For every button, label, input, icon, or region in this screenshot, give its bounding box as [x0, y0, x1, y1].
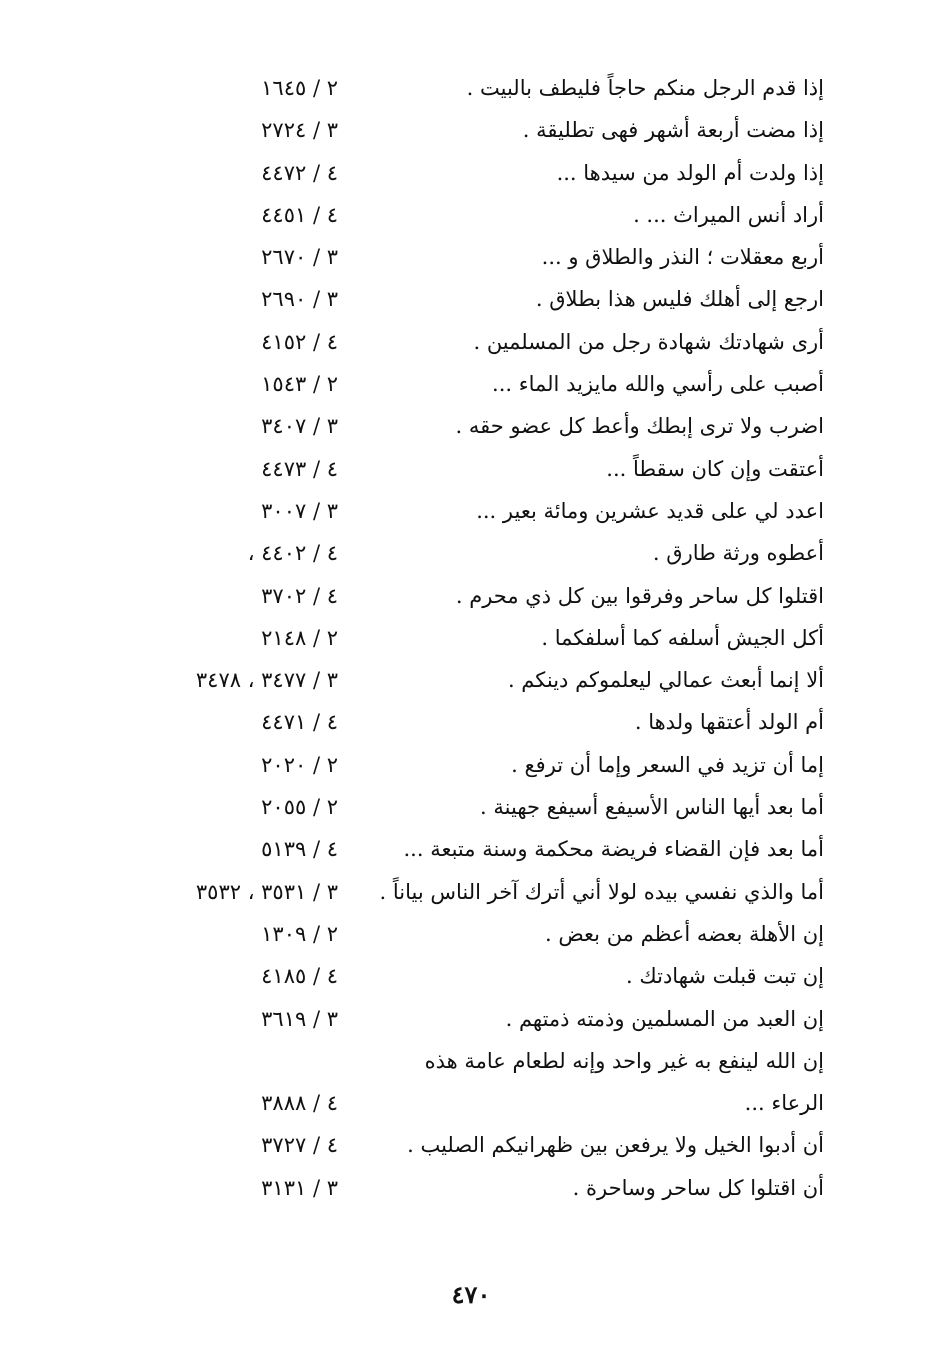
- index-entry: [0, 153, 942, 195]
- hadith-index-list: [0, 68, 942, 1210]
- page-number-value: ٤٧٠: [451, 1280, 491, 1309]
- entry-reference: ٤ / ٤٤٧١: [261, 710, 338, 735]
- entry-text: إن الأهلة بعضه أعظم من بعض .: [544, 921, 824, 946]
- entry-text: اعدد لي على قديد عشرين ومائة بعير ...: [476, 498, 824, 523]
- entry-reference: ٢ / ٢٠٥٥: [261, 795, 338, 820]
- index-entry: [0, 872, 942, 914]
- entry-text: إذا ولدت أم الولد من سيدها ...: [556, 160, 824, 185]
- entry-reference: ٤ / ٣٨٨٨: [261, 1091, 338, 1116]
- index-entry: [0, 999, 942, 1041]
- entry-reference: ٤ / ٥١٣٩: [261, 837, 338, 862]
- index-entry: [0, 1083, 942, 1125]
- entry-reference: ٣ / ٣٥٣١ ، ٣٥٣٢: [195, 879, 338, 904]
- entry-reference: ٤ / ٤٤٥١: [261, 202, 338, 227]
- entry-reference: ٤ / ٤٤٧٢: [261, 160, 338, 185]
- entry-reference: ٤ / ٤١٥٢: [261, 329, 338, 354]
- entry-text: إن العبد من المسلمين وذمته ذمتهم .: [505, 1006, 824, 1031]
- entry-text: أرى شهادتك شهادة رجل من المسلمين .: [473, 329, 824, 354]
- index-entry: [0, 914, 942, 956]
- entry-text: إن الله لينفع به غير واحد وإنه لطعام عامة هذه: [424, 1048, 824, 1073]
- index-entry: [0, 68, 942, 110]
- entry-text: أن أدبوا الخيل ولا يرفعن بين ظهرانيكم الصليب .: [407, 1133, 824, 1158]
- index-entry: [0, 1041, 942, 1083]
- entry-text: أعطوه ورثة طارق .: [652, 541, 824, 566]
- index-entry: [0, 322, 942, 364]
- entry-reference: ٣ / ٣٠٠٧: [261, 498, 338, 523]
- entry-reference: ٣ / ٢٧٢٤: [261, 118, 338, 143]
- entry-reference: ٢ / ١٦٤٥: [261, 76, 338, 100]
- index-entry: [0, 618, 942, 660]
- entry-reference: ٤ / ٣٧٢٧: [261, 1133, 338, 1158]
- entry-reference: ٣ / ٣٤٠٧: [261, 414, 338, 439]
- entry-text: أما بعد فإن القضاء فريضة محكمة وسنة متبعة ...: [403, 837, 824, 862]
- index-entry: [0, 449, 942, 491]
- index-entry: [0, 1168, 942, 1210]
- entry-reference: ٣ / ٢٦٧٠: [261, 245, 338, 270]
- entry-text: الرعاء ...: [744, 1091, 824, 1116]
- index-entry: [0, 956, 942, 998]
- entry-text: أعتقت وإن كان سقطاً ...: [606, 456, 824, 481]
- index-entry: [0, 237, 942, 279]
- index-entry: [0, 491, 942, 533]
- entry-text: اضرب ولا ترى إبطك وأعط كل عضو حقه .: [455, 414, 824, 439]
- entry-reference: ٢ / ١٣٠٩: [261, 921, 338, 946]
- entry-reference: ٤ / ٤٤٠٢ ،: [247, 541, 338, 566]
- entry-text: أربع معقلات ؛ النذر والطلاق و ...: [541, 245, 824, 270]
- entry-text: إن تبت قبلت شهادتك .: [626, 964, 824, 989]
- entry-reference: ٤ / ٤٤٧٣: [261, 456, 338, 481]
- index-entry: [0, 702, 942, 744]
- entry-text: أما بعد أيها الناس الأسيفع أسيفع جهينة .: [480, 795, 824, 820]
- entry-reference: ٣ / ٣٤٧٧ ، ٣٤٧٨: [195, 668, 338, 693]
- index-entry: [0, 1125, 942, 1167]
- entry-text: إذا قدم الرجل منكم حاجاً فليطف بالبيت .: [466, 76, 824, 100]
- entry-reference: ٤ / ٤١٨٥: [261, 964, 338, 989]
- entry-reference: ٣ / ٣٦١٩: [261, 1006, 338, 1031]
- entry-reference: ٢ / ١٥٤٣: [261, 372, 338, 397]
- entry-text: ارجع إلى أهلك فليس هذا بطلاق .: [535, 287, 824, 312]
- entry-reference: ٤ / ٣٧٠٢: [261, 583, 338, 608]
- index-entry: [0, 787, 942, 829]
- entry-reference: ٢ / ٢١٤٨: [261, 625, 338, 650]
- entry-reference: ٣ / ٢٦٩٠: [261, 287, 338, 312]
- index-entry: [0, 829, 942, 871]
- index-entry: [0, 279, 942, 321]
- entry-text: إما أن تزيد في السعر وإما أن ترفع .: [511, 752, 824, 777]
- entry-reference: ٢ / ٢٠٢٠: [261, 752, 338, 777]
- index-entry: [0, 195, 942, 237]
- index-entry: [0, 576, 942, 618]
- entry-text: اقتلوا كل ساحر وفرقوا بين كل ذي محرم .: [455, 583, 824, 608]
- entry-text: أم الولد أعتقها ولدها .: [634, 710, 824, 735]
- index-entry: [0, 533, 942, 575]
- entry-text: أن اقتلوا كل ساحر وساحرة .: [572, 1175, 824, 1200]
- entry-text: أراد أنس الميراث ... .: [633, 202, 824, 227]
- index-entry: [0, 406, 942, 448]
- entry-text: ألا إنما أبعث عمالي ليعلموكم دينكم .: [507, 668, 824, 693]
- page-number: [0, 1280, 942, 1309]
- index-entry: [0, 110, 942, 152]
- index-entry: [0, 660, 942, 702]
- entry-text: أكل الجيش أسلفه كما أسلفكما .: [541, 625, 824, 650]
- index-entry: [0, 745, 942, 787]
- entry-text: أصبب على رأسي والله مايزيد الماء ...: [492, 372, 824, 397]
- entry-text: أما والذي نفسي بيده لولا أني أترك آخر الناس بياناً .: [379, 879, 824, 904]
- entry-reference: ٣ / ٣١٣١: [261, 1175, 338, 1200]
- entry-text: إذا مضت أربعة أشهر فهى تطليقة .: [522, 118, 824, 143]
- index-entry: [0, 364, 942, 406]
